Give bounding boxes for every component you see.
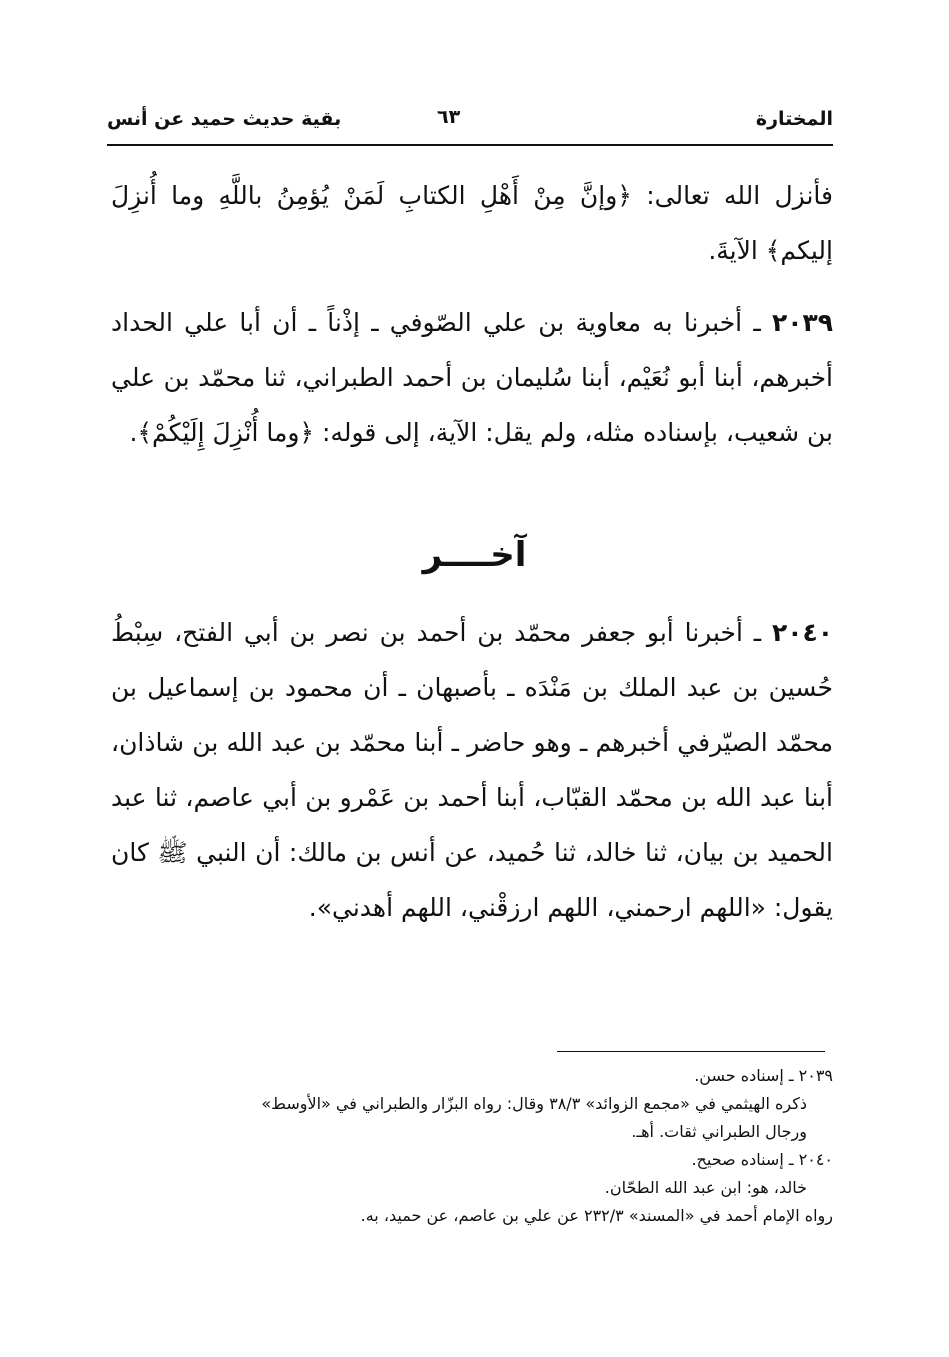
header-rule xyxy=(107,144,833,146)
footnote-line: خالد، هو: ابن عبد الله الطحّان. xyxy=(604,1178,807,1197)
footnote-line: ذكره الهيثمي في «مجمع الزوائد» ٣٨/٣ وقال: رواه البزّار والطبراني في «الأوسط» xyxy=(261,1094,807,1113)
footnote-line: ٢٠٣٩ ـ إسناده حسن. xyxy=(694,1066,833,1085)
hadith-number: ٢٠٣٩ xyxy=(771,308,833,337)
book-title: المختارة xyxy=(755,108,833,130)
footnote-line: ورجال الطبراني ثقات. أهـ. xyxy=(631,1122,807,1141)
footnote-line: رواه الإمام أحمد في «المسند» ٢٣٢/٣ عن علي بن عاصم، عن حميد، به. xyxy=(360,1206,833,1225)
paragraph-verse xyxy=(111,168,833,278)
footnotes xyxy=(109,1062,833,1230)
section-title: آخــــر xyxy=(422,535,527,575)
hadith-2039 xyxy=(111,295,833,460)
hadith-number: ٢٠٤٠ xyxy=(771,618,833,647)
hadith-text xyxy=(111,605,833,935)
chapter-title: بقية حديث حميد عن أنس xyxy=(107,108,342,130)
page-number: ٦٣ xyxy=(437,106,461,128)
hadith-2040 xyxy=(111,605,833,935)
footnote-rule xyxy=(557,1051,825,1052)
paragraph-text: فأنزل الله تعالى: ﴿وإنَّ مِنْ أَهْلِ الكتابِ لَمَنْ يُؤمِنُ باللَّهِ وما أُنزِلَ إليكم﴾ الآيةَ. xyxy=(111,181,833,265)
hadith-text xyxy=(111,295,833,460)
hadith-body: ـ أخبرنا أبو جعفر محمّد بن أحمد بن نصر بن أبي الفتح، سِبْطُ حُسين بن عبد الملك بن مَنْدَه ـ بأصبهان ـ أن محمود بن إسماعيل بن محمّد الصيّرفي أخبرهم ـ وهو حاضر ـ أبنا محمّد بن عبد الله بن شاذان، أبنا عبد الله بن محمّد القبّاب، أبنا أحمد بن عَمْرو بن أبي عاصم، ثنا عبد الحميد بن بيان، ثنا خالد، ثنا حُميد، عن أنس بن مالك: أن النبي ﷺ كان يقول: «اللهم ارحمني، اللهم ارزقْني، اللهم أهدني». xyxy=(111,618,833,922)
hadith-body: ـ أخبرنا به معاوية بن علي الصّوفي ـ إذْناً ـ أن أبا علي الحداد أخبرهم، أبنا أبو نُعَيْم، أبنا سُليمان بن أحمد الطبراني، ثنا محمّد بن علي بن شعيب، بإسناده مثله، ولم يقل: الآية، إلى قوله: ﴿وما أُنْزِلَ إِلَيْكُمْ﴾. xyxy=(111,308,833,447)
running-head xyxy=(107,106,833,140)
footnote-line: ٢٠٤٠ ـ إسناده صحيح. xyxy=(691,1150,833,1169)
